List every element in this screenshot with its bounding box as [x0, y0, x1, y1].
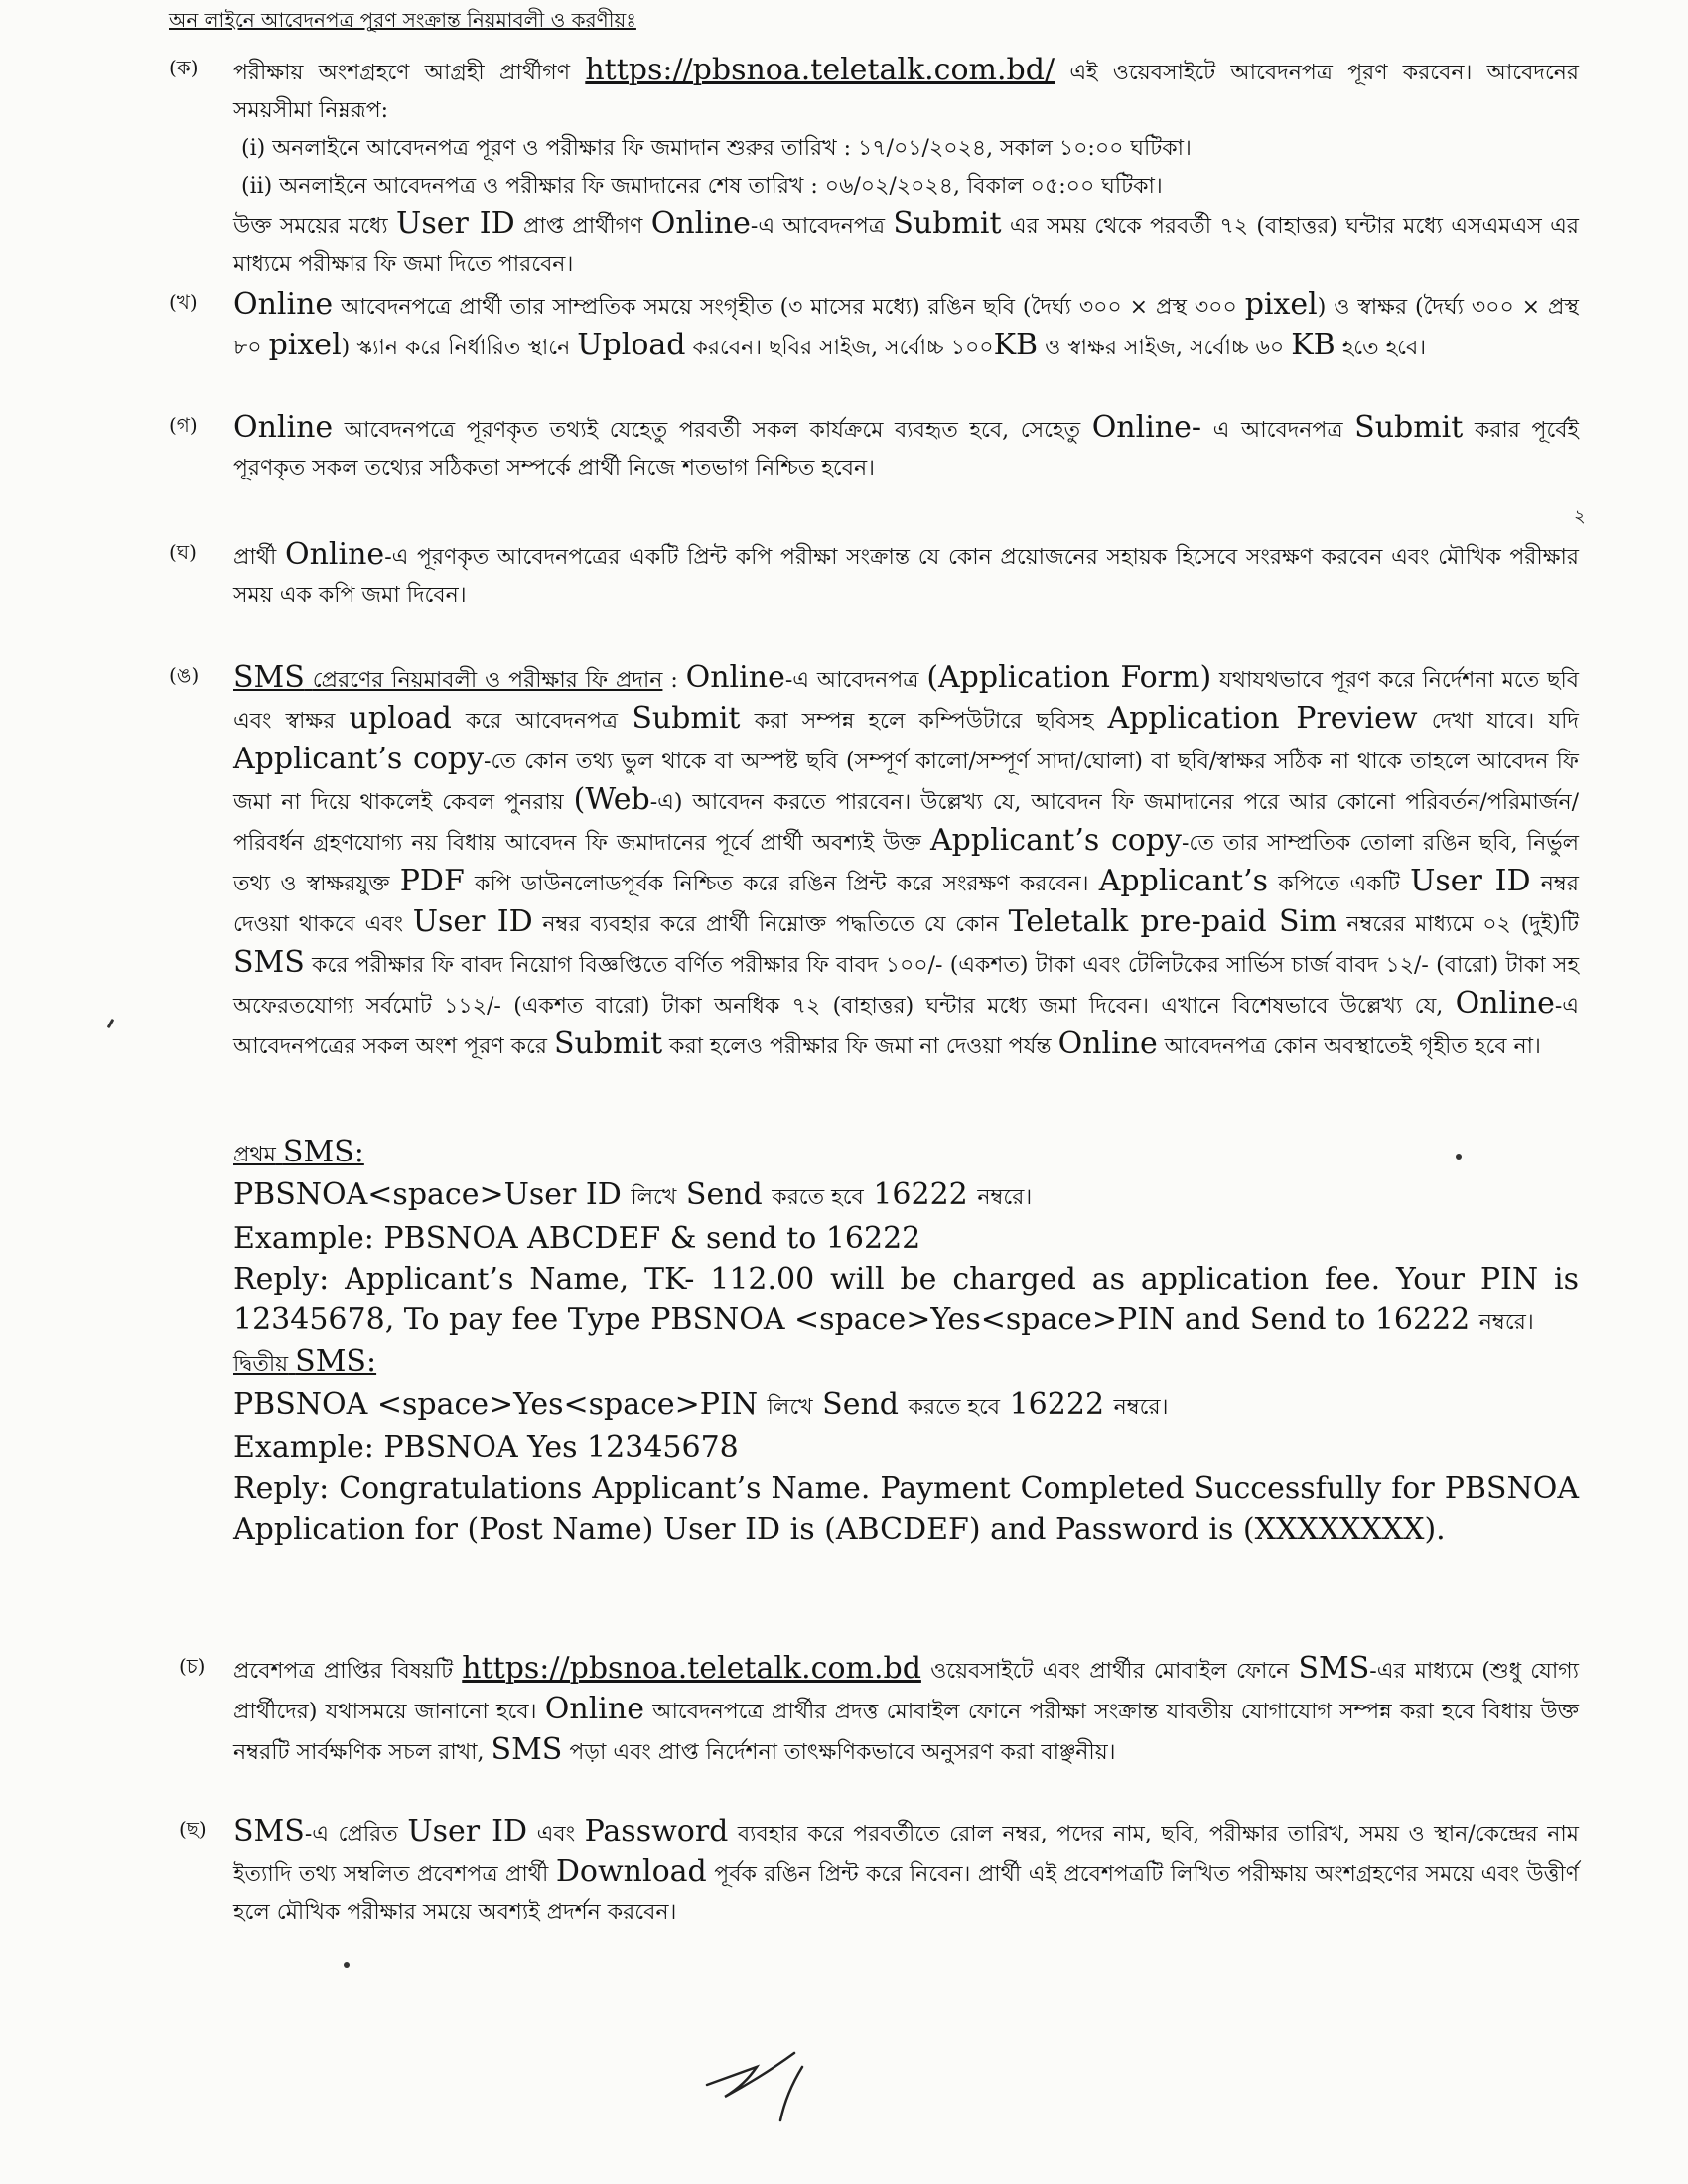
sms1-example: Example: PBSNOA ABCDEF & send to 16222: [233, 1221, 921, 1256]
handwritten-initial: [695, 2045, 834, 2134]
scan-speck: [107, 1019, 115, 1028]
item-marker: (চ): [179, 1654, 206, 1678]
sms2-title: দ্বিতীয়: [233, 1352, 289, 1377]
item-marker: (ঙ): [169, 663, 200, 687]
sms1-title: প্রথম: [233, 1143, 276, 1167]
sms-block-1: প্রথম SMS: PBSNOA<space>User ID লিখে Send করতে হবে 16222 নম্বরে। Example: PBSNOA ABCDEF & send to 16222 Reply: Applicant’s Name, TK- 112.00 will be charged as application fee. Your PIN is 12345678, To pay fee Type PBSNOA <space>Yes<space>PIN and Send to 16222 নম্বরে। দ্বিতীয় SMS: PBSNOA <space>Yes<space>PIN লিখে Send করতে হবে 16222 নম্বরে। Example: PBSNOA Yes 12345678 Reply: Congratulations Applicant’s Name. Payment Completed Successfully for PBSNOA Application for (Post Name) User ID is (ABCDEF) and Password is (XXXXXXXX).: [233, 1134, 1579, 1550]
item-body: Online আবেদনপত্রে পূরণকৃত তথ্যই যেহেতু পরবর্তী সকল কার্যক্রমে ব্যবহৃত হবে, সেহেতু Online- এ আবেদনপত্র Submit করার পূর্বেই পূরণকৃত সকল তথ্যের সঠিকতা সম্পর্কে প্রার্থী নিজে শতভাগ নিশ্চিত হবেন।: [233, 410, 1579, 480]
website-link[interactable]: https://pbsnoa.teletalk.com.bd/: [585, 53, 1055, 87]
item-marker: (ঘ): [169, 540, 197, 564]
item-body: Online আবেদনপত্রে প্রার্থী তার সাম্প্রতিক সময়ে সংগৃহীত (৩ মাসের মধ্যে) রঙিন ছবি (দৈর্ঘ্য ৩০০ × প্রস্থ ৩০০ pixel) ও স্বাক্ষর (দৈর্ঘ্য ৩০০ × প্রস্থ ৮০ pixel) স্ক্যান করে নির্ধারিত স্থানে Upload করবেন। ছবির সাইজ, সর্বোচ্চ ১০০KB ও স্বাক্ষর সাইজ, সর্বোচ্চ ৬০ KB হতে হবে।: [233, 287, 1579, 362]
page-heading: অন লাইনে আবেদনপত্র পূরণ সংক্রান্ত নিয়মাবলী ও করণীয়ঃ: [169, 8, 636, 32]
sms1-reply: Reply: Applicant’s Name, TK- 112.00 will be charged as application fee. Your PIN is 12345678, To pay fee Type PBSNOA <space>Yes<space>PIN and Send to 16222 নম্বরে।: [233, 1262, 1579, 1337]
sms2-format: PBSNOA <space>Yes<space>PIN লিখে Send করতে হবে 16222 নম্বরে।: [233, 1387, 1169, 1422]
page-number: ২: [1574, 506, 1586, 527]
item-marker: (ক): [169, 56, 199, 79]
sms1-format: PBSNOA<space>User ID লিখে Send করতে হবে 16222 নম্বরে।: [233, 1177, 1033, 1212]
sms2-example: Example: PBSNOA Yes 12345678: [233, 1431, 739, 1465]
scan-speck: [344, 1962, 350, 1968]
item-body: পরীক্ষায় অংশগ্রহণে আগ্রহী প্রার্থীগণ https://pbsnoa.teletalk.com.bd/ এই ওয়েবসাইটে আবেদনপত্র পূরণ করবেন। আবেদনের সময়সীমা নিম্নরূপ: (i) অনলাইনে আবেদনপত্র পূরণ ও পরীক্ষার ফি জমাদান শুরুর তারিখ : ১৭/০১/২০২৪, সকাল ১০:০০ ঘটিকা। (ii) অনলাইনে আবেদনপত্র ও পরীক্ষার ফি জমাদানের শেষ তারিখ : ০৬/০২/২০২৪, বিকাল ০৫:০০ ঘটিকা। উক্ত সময়ের মধ্যে User ID প্রাপ্ত প্রার্থীগণ Online-এ আবেদনপত্র Submit এর সময় থেকে পরবর্তী ৭২ (বাহাত্তর) ঘন্টার মধ্যে এসএমএস এর মাধ্যমে পরীক্ষার ফি জমা দিতে পারবেন।: [233, 53, 1580, 277]
end-date-line: (ii) অনলাইনে আবেদনপত্র ও পরীক্ষার ফি জমাদানের শেষ তারিখ : ০৬/০২/২০২৪, বিকাল ০৫:০০ ঘটিকা।: [241, 174, 1163, 199]
item-marker: (গ): [169, 413, 198, 437]
website-link[interactable]: https://pbsnoa.teletalk.com.bd: [462, 1651, 921, 1686]
item-body: প্রবেশপত্র প্রাপ্তির বিষয়টি https://pbsnoa.teletalk.com.bd ওয়েবসাইটে এবং প্রার্থীর মোবাইল ফোনে SMS-এর মাধ্যমে (শুধু যোগ্য প্রার্থীদের) যথাসময়ে জানানো হবে। Online আবেদনপত্রে প্রার্থীর প্রদত্ত মোবাইল ফোনে পরীক্ষা সংক্রান্ত যাবতীয় যোগাযোগ সম্পন্ন করা হবে বিধায় উক্ত নম্বরটি সার্বক্ষণিক সচল রাখা, SMS পড়া এবং প্রাপ্ত নির্দেশনা তাৎক্ষণিকভাবে অনুসরণ করা বাঞ্ছনীয়।: [233, 1651, 1580, 1767]
item-body: প্রার্থী Online-এ পূরণকৃত আবেদনপত্রের একটি প্রিন্ট কপি পরীক্ষা সংক্রান্ত যে কোন প্রয়োজনের সহায়ক হিসেবে সংরক্ষণ করবেন এবং মৌখিক পরীক্ষার সময় এক কপি জমা দিবেন।: [233, 537, 1580, 608]
item-body: SMS প্রেরণের নিয়মাবলী ও পরীক্ষার ফি প্রদান : Online-এ আবেদনপত্র (Application Form) যথাযথভাবে পূরণ করে নির্দেশনা মতে ছবি এবং স্বাক্ষর upload করে আবেদনপত্র Submit করা সম্পন্ন হলে কম্পিউটারে ছবিসহ Application Preview দেখা যাবে। যদি Applicant’s copy-তে কোন তথ্য ভুল থাকে বা অস্পষ্ট ছবি (সম্পূর্ণ কালো/সম্পূর্ণ সাদা/ঘোলা) বা ছবি/স্বাক্ষর সঠিক না থাকে তাহলে আবেদন ফি জমা না দিয়ে থাকলেই কেবল পুনরায় (Web-এ) আবেদন করতে পারবেন। উল্লেখ্য যে, আবেদন ফি জমাদানের পরে আর কোনো পরিবর্তন/পরিমার্জন/পরিবর্ধন গ্রহণযোগ্য নয় বিধায় আবেদন ফি জমাদানের পূর্বে প্রার্থী অবশ্যই উক্ত Applicant’s copy-তে তার সাম্প্রতিক তোলা রঙিন ছবি, নির্ভুল তথ্য ও স্বাক্ষরযুক্ত PDF কপি ডাউনলোডপূর্বক নিশ্চিত করে রঙিন প্রিন্ট করে সংরক্ষণ করবেন। Applicant’s কপিতে একটি User ID নম্বর দেওয়া থাকবে এবং User ID নম্বর ব্যবহার করে প্রার্থী নিম্নোক্ত পদ্ধতিতে যে কোন Teletalk pre-paid Sim নম্বরের মাধ্যমে ০২ (দুই)টি SMS করে পরীক্ষার ফি বাবদ নিয়োগ বিজ্ঞপ্তিতে বর্ণিত পরীক্ষার ফি বাবদ ১০০/- (একশত) টাকা এবং টেলিটকের সার্ভিস চার্জ বাবদ ১২/- (বারো) টাকা সহ অফেরতযোগ্য সর্বমোট ১১২/- (একশত বারো) টাকা অনধিক ৭২ (বাহাত্তর) ঘন্টার মধ্যে জমা দিবেন। এখানে বিশেষভাবে উল্লেখ্য যে, Online-এ আবেদনপত্রের সকল অংশ পূরণ করে Submit করা হলেও পরীক্ষার ফি জমা না দেওয়া পর্যন্ত Online আবেদনপত্র কোন অবস্থাতেই গৃহীত হবে না।: [233, 660, 1580, 1061]
sms2-reply: Reply: Congratulations Applicant’s Name. Payment Completed Successfully for PBSNOA Application for (Post Name) User ID is (ABCDEF) and Password is (XXXXXXXX).: [233, 1471, 1579, 1547]
item-marker: (ছ): [179, 1817, 207, 1841]
scan-speck: [1456, 1154, 1462, 1160]
start-date-line: (i) অনলাইনে আবেদনপত্র পূরণ ও পরীক্ষার ফি জমাদান শুরুর তারিখ : ১৭/০১/২০২৪, সকাল ১০:০০ ঘটিকা।: [241, 136, 1192, 161]
section-title: প্রেরণের নিয়মাবলী ও পরীক্ষার ফি প্রদান: [312, 668, 663, 693]
item-body: SMS-এ প্রেরিত User ID এবং Password ব্যবহার করে পরবর্তীতে রোল নম্বর, পদের নাম, ছবি, পরীক্ষার তারিখ, সময় ও স্থান/কেন্দ্রের নাম ইত্যাদি তথ্য সম্বলিত প্রবেশপত্র প্রার্থী Download পূর্বক রঙিন প্রিন্ট করে নিবেন। প্রার্থী এই প্রবেশপত্রটি লিখিত পরীক্ষায় অংশগ্রহণের সময়ে এবং উত্তীর্ণ হলে মৌখিক পরীক্ষার সময়ে অবশ্যই প্রদর্শন করবেন।: [233, 1814, 1580, 1925]
item-marker: (খ): [169, 290, 198, 314]
